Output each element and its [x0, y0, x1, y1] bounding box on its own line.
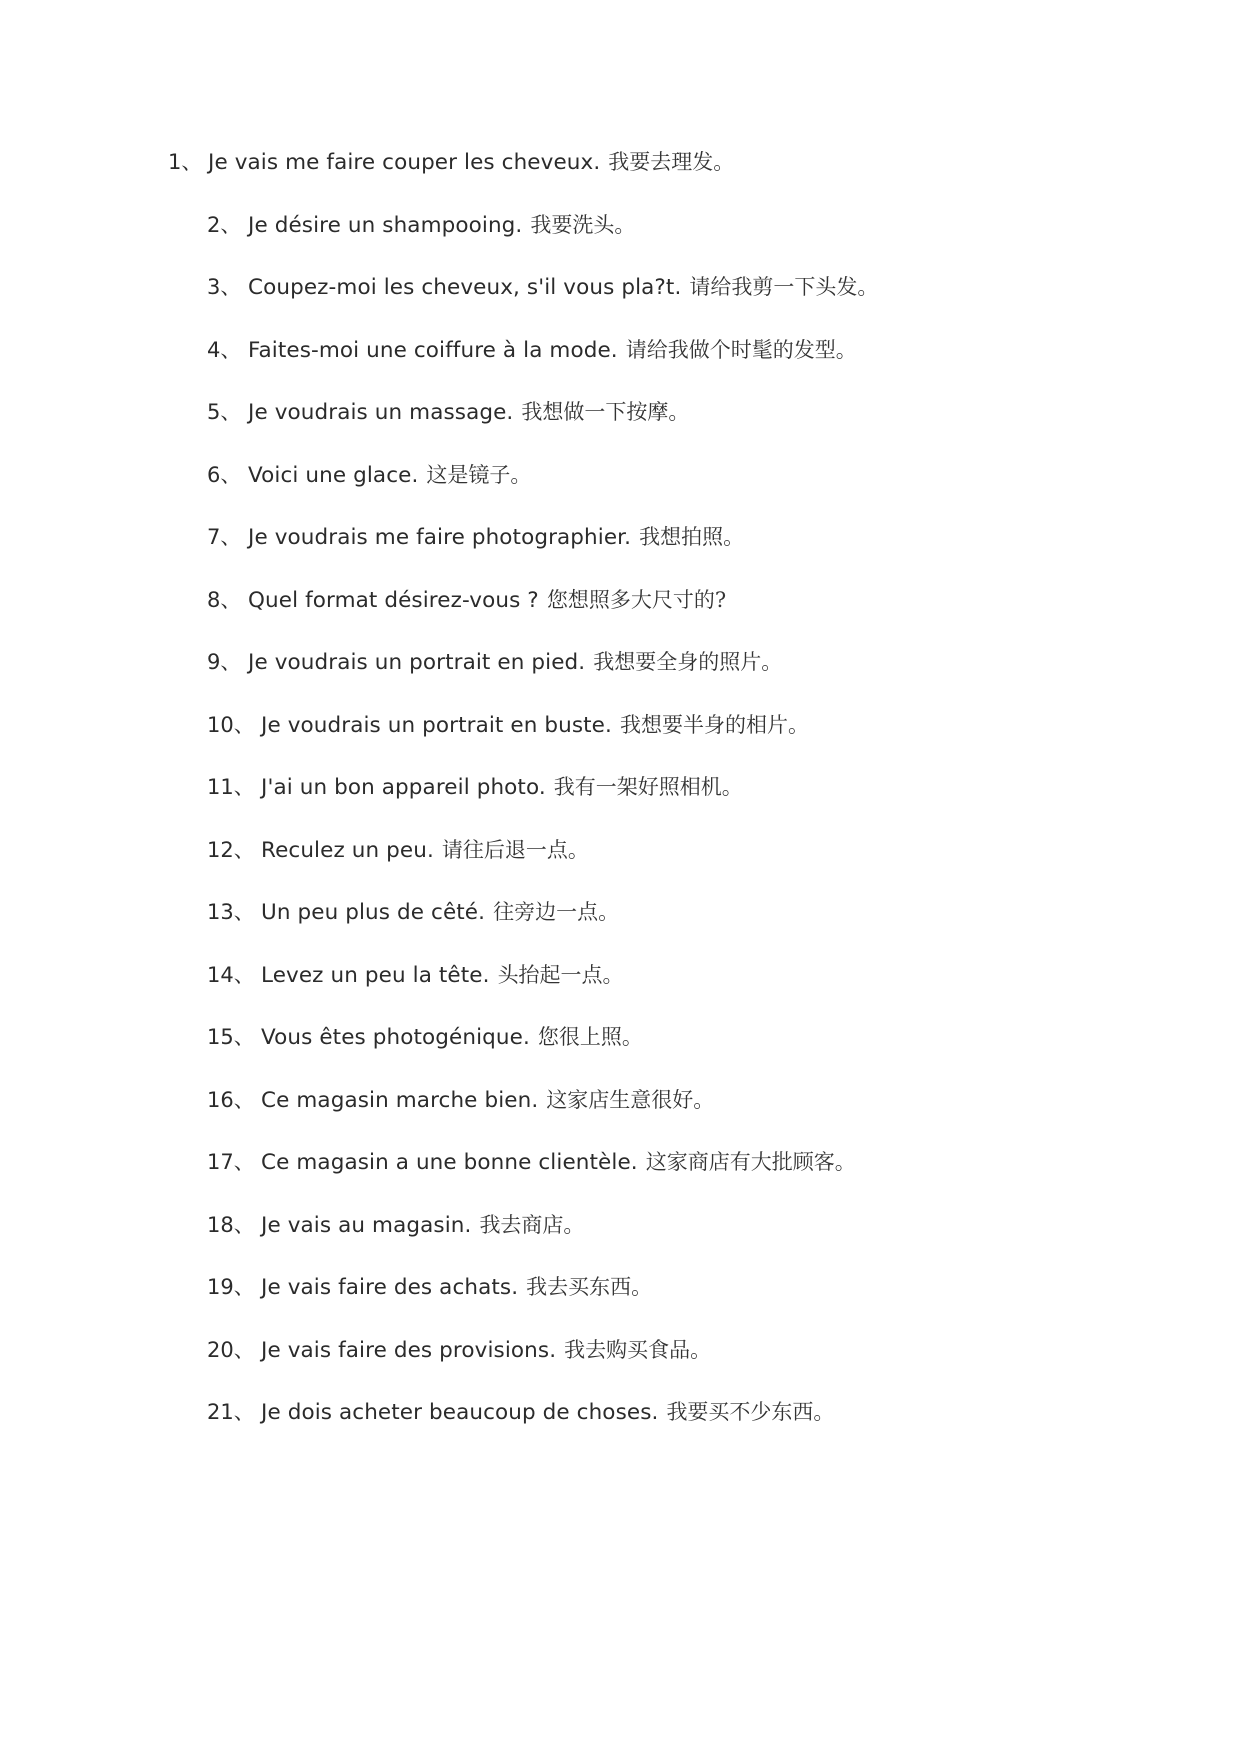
- item-number: 19、: [207, 1275, 255, 1299]
- list-item: [207, 711, 809, 742]
- list-item: [207, 461, 531, 492]
- french-phrase: Je voudrais un massage.: [248, 400, 514, 425]
- french-phrase: Vous êtes photogénique.: [261, 1025, 530, 1050]
- chinese-translation: 往旁边一点。: [493, 900, 620, 924]
- list-item: [168, 148, 734, 179]
- french-phrase: Quel format désirez-vous ?: [248, 588, 539, 613]
- french-phrase: Je voudrais un portrait en pied.: [248, 650, 586, 675]
- item-number: 6、: [207, 463, 242, 487]
- chinese-translation: 头抬起一点。: [497, 963, 624, 987]
- list-item: [207, 1273, 652, 1304]
- list-item: [207, 961, 624, 992]
- chinese-translation: 请往后退一点。: [441, 838, 589, 862]
- french-phrase: Un peu plus de cêté.: [261, 900, 486, 925]
- french-phrase: Coupez-moi les cheveux, s'il vous pla?t.: [248, 275, 682, 300]
- list-item: [207, 1148, 856, 1179]
- list-item: [207, 1211, 584, 1242]
- chinese-translation: 您想照多大尺寸的?: [546, 588, 727, 612]
- chinese-translation: 我想做一下按摩。: [521, 400, 690, 424]
- chinese-translation: 我去商店。: [479, 1213, 585, 1237]
- french-phrase: Voici une glace.: [248, 463, 419, 488]
- list-item: [207, 336, 857, 367]
- item-number: 13、: [207, 900, 255, 924]
- chinese-translation: 我要买不少东西。: [666, 1400, 835, 1424]
- french-phrase: Je vais faire des provisions.: [261, 1338, 557, 1363]
- list-item: [207, 1398, 834, 1429]
- french-phrase: Faites-moi une coiffure à la mode.: [248, 338, 618, 363]
- list-item: [207, 1336, 711, 1367]
- chinese-translation: 这是镜子。: [426, 463, 532, 487]
- item-number: 14、: [207, 963, 255, 987]
- chinese-translation: 我要洗头。: [530, 213, 636, 237]
- item-number: 8、: [207, 588, 242, 612]
- french-phrase: Je désire un shampooing.: [248, 213, 523, 238]
- french-phrase: Je voudrais un portrait en buste.: [261, 713, 612, 738]
- item-number: 3、: [207, 275, 242, 299]
- list-item: [207, 1086, 714, 1117]
- french-phrase: Reculez un peu.: [261, 838, 434, 863]
- french-phrase: Levez un peu la tête.: [261, 963, 490, 988]
- list-item: [207, 398, 689, 429]
- item-number: 12、: [207, 838, 255, 862]
- chinese-translation: 我想要半身的相片。: [619, 713, 809, 737]
- chinese-translation: 您很上照。: [537, 1025, 643, 1049]
- item-number: 17、: [207, 1150, 255, 1174]
- item-number: 1、: [168, 150, 203, 174]
- list-item: [207, 836, 589, 867]
- french-phrase: Je vais au magasin.: [261, 1213, 472, 1238]
- chinese-translation: 这家店生意很好。: [546, 1088, 715, 1112]
- list-item: [207, 273, 878, 304]
- french-phrase: J'ai un bon appareil photo.: [261, 775, 546, 800]
- french-phrase: Ce magasin a une bonne clientèle.: [261, 1150, 638, 1175]
- item-number: 21、: [207, 1400, 255, 1424]
- item-number: 4、: [207, 338, 242, 362]
- item-number: 15、: [207, 1025, 255, 1049]
- item-number: 18、: [207, 1213, 255, 1237]
- chinese-translation: 请给我做个时髦的发型。: [625, 338, 857, 362]
- french-phrase: Je vais me faire couper les cheveux.: [208, 150, 601, 175]
- list-item: [207, 773, 743, 804]
- chinese-translation: 我想要全身的照片。: [593, 650, 783, 674]
- list-item: [207, 898, 619, 929]
- chinese-translation: 请给我剪一下头发。: [689, 275, 879, 299]
- chinese-translation: 这家商店有大批顾客。: [645, 1150, 856, 1174]
- list-item: [207, 586, 726, 617]
- item-number: 20、: [207, 1338, 255, 1362]
- list-item: [207, 1023, 643, 1054]
- french-phrase: Ce magasin marche bien.: [261, 1088, 539, 1113]
- item-number: 16、: [207, 1088, 255, 1112]
- chinese-translation: 我有一架好照相机。: [553, 775, 743, 799]
- chinese-translation: 我要去理发。: [608, 150, 735, 174]
- item-number: 11、: [207, 775, 255, 799]
- item-number: 5、: [207, 400, 242, 424]
- list-item: [207, 648, 782, 679]
- chinese-translation: 我想拍照。: [639, 525, 745, 549]
- item-number: 10、: [207, 713, 255, 737]
- list-item: [207, 211, 635, 242]
- chinese-translation: 我去购买食品。: [564, 1338, 712, 1362]
- chinese-translation: 我去买东西。: [526, 1275, 653, 1299]
- french-phrase: Je dois acheter beaucoup de choses.: [261, 1400, 659, 1425]
- item-number: 7、: [207, 525, 242, 549]
- item-number: 2、: [207, 213, 242, 237]
- list-item: [207, 523, 744, 554]
- item-number: 9、: [207, 650, 242, 674]
- french-phrase: Je vais faire des achats.: [261, 1275, 519, 1300]
- french-phrase: Je voudrais me faire photographier.: [248, 525, 632, 550]
